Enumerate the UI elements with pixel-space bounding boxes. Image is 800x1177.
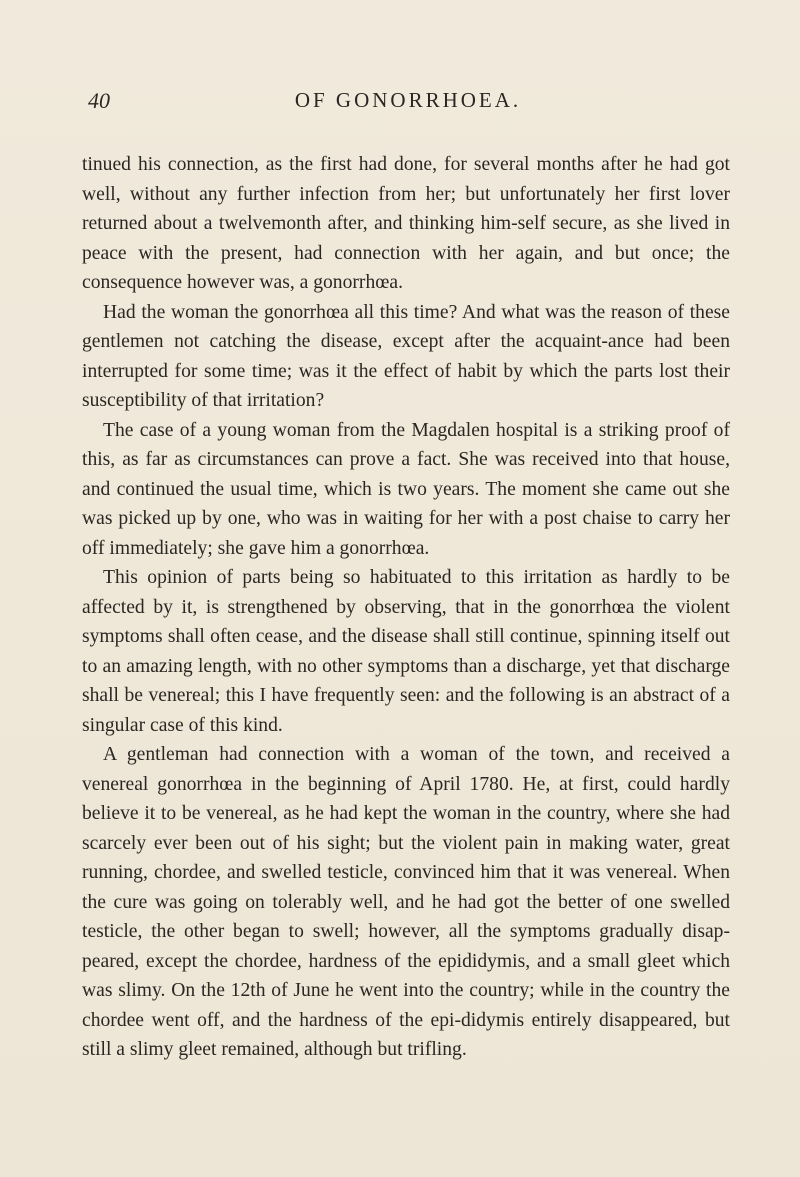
paragraph-habituation: This opinion of parts being so habituated to this irritation as hardly to be affected by it, is strengthened by observing, that in the gonorrhœa the violent symptoms shall often cease, and the disease shall still continue, spinning itself out to an amazing length, with no other symptoms than a discharge, yet that discharge shall be venereal; this I have frequently seen: and the following is an abstract of a singular case of this kind. [82, 567, 730, 736]
body-text [82, 150, 730, 1065]
paragraph-magdalen-case: The case of a young woman from the Magdalen hospital is a striking proof of this, as far as circumstances can prove a fact. She was received into that house, and continued the usual time, which is two years. The moment she came out she was picked up by one, who was in waiting for her with a post chaise to carry her off immediately; she gave him a gonorrhœa. [82, 419, 730, 559]
paragraph-gentleman-case: A gentleman had connection with a woman of the town, and received a venereal gonorrhœa in the beginning of April 1780. He, at first, could hardly believe it to be venereal, as he had kept the woman in the country, where she had scarcely ever been out of his sight; but the violent pain in making water, great running, chordee, and swelled testicle, convinced him that it was venereal. When the cure was going on tolerably well, and he had got the better of one swelled testicle, the other began to swell; however, all the symptoms gradually disap-peared, except the chordee, hardness of the epididymis, and a small gleet which was slimy. On the 12th of June he went into the country; while in the country the chordee went off, and the hardness of the epi-didymis entirely disappeared, but still a slimy gleet remained, although but trifling. [82, 744, 730, 1060]
page-number: 40 [88, 88, 110, 113]
paragraph-question: Had the woman the gonorrhœa all this time? And what was the reason of these gentlemen not catching the disease, except after the acquaint-ance had been interrupted for some time; was it the effect of habit by which the parts lost their susceptibility of that irritation? [82, 301, 730, 411]
running-head [88, 88, 728, 118]
paragraph-continuation: tinued his connection, as the first had done, for several months after he had got well, without any further infection from her; but unfortunately her first lover returned about a twelvemonth after, and thinking him-self secure, as she lived in peace with the present, had connection with her again, and but once; the consequence however was, a gonorrhœa. [82, 154, 730, 293]
running-title: OF GONORRHOEA. [294, 88, 522, 112]
